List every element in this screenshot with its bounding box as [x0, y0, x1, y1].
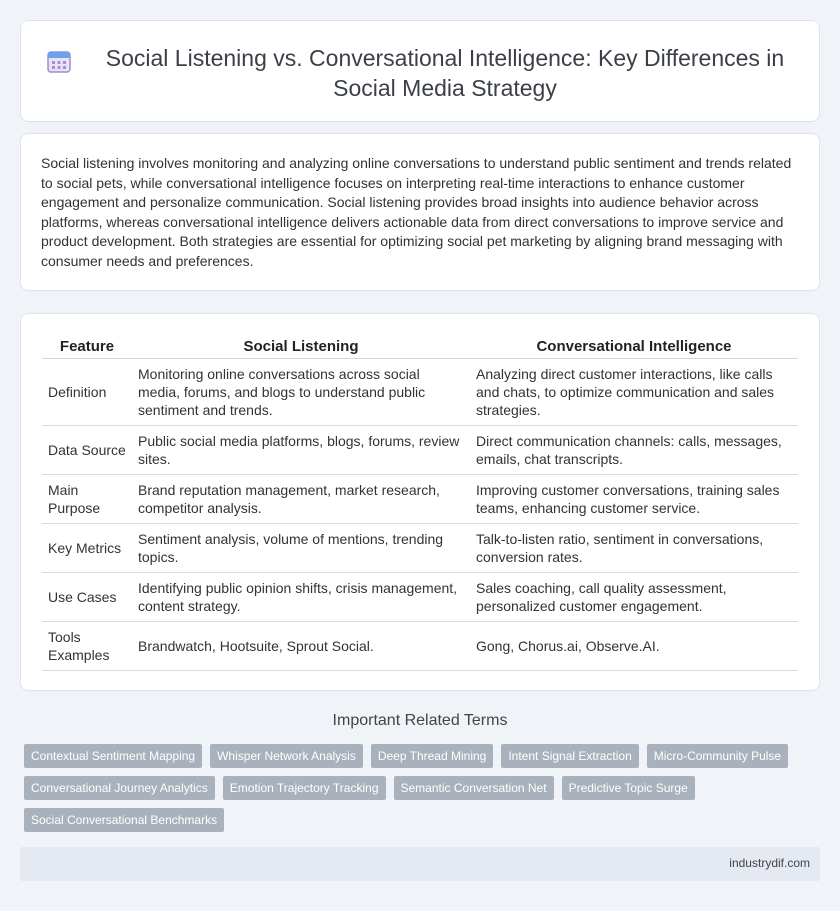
- row-feature: Definition: [42, 358, 132, 425]
- table-header-row: [42, 332, 798, 358]
- row-feature: Tools Examples: [42, 621, 132, 670]
- row-feature: Main Purpose: [42, 474, 132, 523]
- row-social-listening: Identifying public opinion shifts, crisis management, content strategy.: [132, 572, 470, 621]
- related-term-tag[interactable]: Deep Thread Mining: [371, 744, 494, 768]
- table-row: [42, 425, 798, 474]
- header-conversational-intelligence: Conversational Intelligence: [470, 332, 798, 358]
- related-term-tag[interactable]: Micro-Community Pulse: [647, 744, 788, 768]
- intro-paragraph: Social listening involves monitoring and analyzing online conversations to understand public sentiment and trends related to social pets, while conversational intelligence focuses on interpreting real-time interactions to enhance customer engagement and personalize communication. Social listening provides broad insights into audience behavior across platforms, whereas conversational intelligence delivers actionable data from direct conversations to improve service and product development. Both strategies are essential for optimizing social pet marketing by aligning brand messaging with consumer needs and preferences.: [41, 155, 792, 269]
- related-term-tag[interactable]: Conversational Journey Analytics: [24, 776, 215, 800]
- related-term-tag[interactable]: Contextual Sentiment Mapping: [24, 744, 202, 768]
- intro-card: [20, 133, 820, 291]
- row-feature: Key Metrics: [42, 523, 132, 572]
- row-feature: Data Source: [42, 425, 132, 474]
- row-social-listening: Brand reputation management, market research, competitor analysis.: [132, 474, 470, 523]
- row-social-listening: Public social media platforms, blogs, forums, review sites.: [132, 425, 470, 474]
- related-term-tag[interactable]: Emotion Trajectory Tracking: [223, 776, 386, 800]
- row-conversational-intelligence: Talk-to-listen ratio, sentiment in conversations, conversion rates.: [470, 523, 798, 572]
- row-conversational-intelligence: Gong, Chorus.ai, Observe.AI.: [470, 621, 798, 670]
- table-row: [42, 621, 798, 670]
- header-feature: Feature: [42, 332, 132, 358]
- table-row: [42, 358, 798, 425]
- related-term-tag[interactable]: Intent Signal Extraction: [501, 744, 638, 768]
- row-social-listening: Brandwatch, Hootsuite, Sprout Social.: [132, 621, 470, 670]
- row-feature: Use Cases: [42, 572, 132, 621]
- page-title: Social Listening vs. Conversational Intelligence: Key Differences in Social Media Strategy: [105, 45, 785, 101]
- row-conversational-intelligence: Analyzing direct customer interactions, like calls and chats, to optimize communication and sales strategies.: [470, 358, 798, 425]
- comparison-card: [20, 313, 820, 691]
- related-term-tag[interactable]: Semantic Conversation Net: [394, 776, 554, 800]
- row-social-listening: Sentiment analysis, volume of mentions, trending topics.: [132, 523, 470, 572]
- related-terms-list: [24, 744, 824, 832]
- table-row: [42, 523, 798, 572]
- related-terms-title: Important Related Terms: [332, 712, 508, 729]
- comparison-table: [42, 332, 798, 671]
- footer: [20, 847, 820, 881]
- row-social-listening: Monitoring online conversations across social media, forums, and blogs to understand public sentiment and trends.: [132, 358, 470, 425]
- table-row: [42, 474, 798, 523]
- footer-site-link[interactable]: industrydif.com: [729, 856, 810, 870]
- table-row: [42, 572, 798, 621]
- row-conversational-intelligence: Sales coaching, call quality assessment, personalized customer engagement.: [470, 572, 798, 621]
- row-conversational-intelligence: Improving customer conversations, training sales teams, enhancing customer service.: [470, 474, 798, 523]
- title-card: [20, 20, 820, 122]
- header-social-listening: Social Listening: [132, 332, 470, 358]
- related-term-tag[interactable]: Whisper Network Analysis: [210, 744, 363, 768]
- related-term-tag[interactable]: Predictive Topic Surge: [562, 776, 695, 800]
- related-term-tag[interactable]: Social Conversational Benchmarks: [24, 808, 224, 832]
- row-conversational-intelligence: Direct communication channels: calls, messages, emails, chat transcripts.: [470, 425, 798, 474]
